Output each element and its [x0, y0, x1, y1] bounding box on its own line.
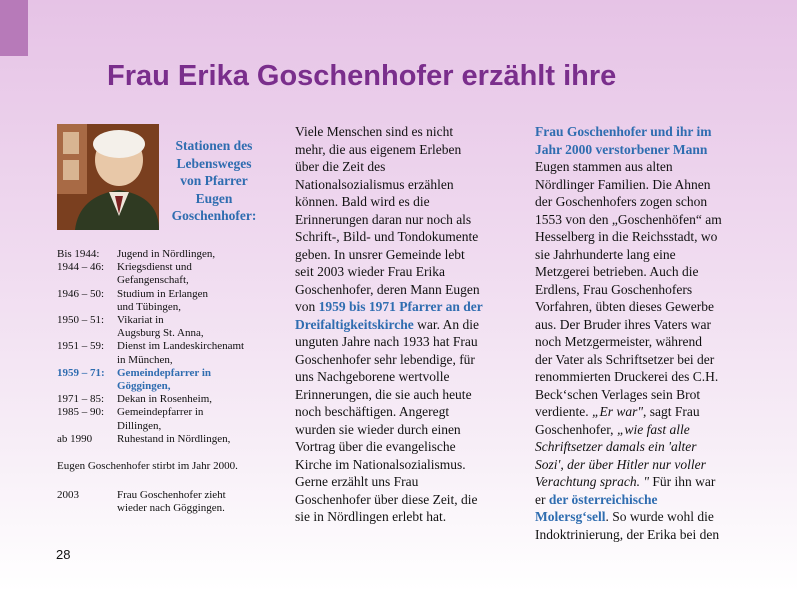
stations-line: Lebensweges [176, 155, 252, 171]
timeline-year: 1950 – 51: [57, 314, 105, 327]
timeline-row [57, 433, 277, 446]
text-line-mixed [535, 491, 722, 509]
text-line-mixed [535, 421, 722, 439]
text-line: unguten Jahre nach 1933 hat Frau [295, 334, 478, 349]
text-line: noch Metzgermeister, während [535, 334, 703, 349]
text-line: uns Nachgeborene wertvolle [295, 369, 450, 384]
timeline-text: Vikariat in [117, 314, 164, 327]
highlight-text: der österreichische [548, 491, 658, 507]
timeline-year [57, 354, 117, 367]
text-line: Beck‘schen Verlages sein Brot [535, 386, 701, 402]
timeline-year: 1959 – 71: [57, 366, 105, 379]
timeline-row-highlight [57, 367, 277, 380]
timeline-year [57, 420, 117, 433]
timeline-text: Göggingen, [117, 380, 171, 393]
highlight-text: Molersg‘sell [535, 509, 606, 524]
timeline-row [57, 261, 277, 274]
timeline-note-text: Eugen Goschenhofer stirbt im Jahr 2000. [57, 460, 238, 473]
timeline-year [57, 380, 117, 393]
text-line: Erinnerungen daran nur noch als [295, 211, 472, 227]
section-heading: Jahr 2000 verstorbener Mann [535, 141, 708, 157]
timeline-text: Gemeindepfarrer in [117, 406, 204, 419]
section-heading: Frau Goschenhofer und ihr im [535, 124, 712, 139]
timeline-text: wieder nach Göggingen. [117, 502, 225, 515]
page-title: Frau Erika Goschenhofer erzählt ihre [107, 60, 617, 92]
timeline-row-highlight [57, 380, 277, 393]
timeline-text: Gemeindepfarrer in [117, 366, 211, 379]
quote-text: „Er war" [591, 404, 644, 419]
text-line: wurden sie wieder durch einen [295, 421, 461, 437]
text-line: Vortrag über die evangelische [295, 439, 456, 454]
timeline-year: 1946 – 50: [57, 287, 105, 300]
text-line: Kirche im Nationalsozialismus. [295, 456, 466, 472]
timeline-text: Dekan in Rosenheim, [117, 393, 213, 406]
text-line: renommierten Druckerei des C.H. [535, 369, 719, 384]
text-line: noch beschäftigen. Angeregt [295, 404, 450, 419]
timeline-text: Jugend in Nördlingen, [117, 248, 216, 260]
timeline-row [57, 288, 277, 301]
text-line: Goschenhofer, deren Mann Eugen [295, 281, 480, 297]
timeline-row [57, 327, 277, 340]
article-column-right [535, 123, 722, 543]
text-line: Goschenhofer über diese Zeit, die [295, 491, 478, 507]
stations-heading [164, 137, 264, 225]
text-line: aus. Der Bruder ihres Vaters war [535, 316, 711, 332]
text-line: geben. In unsrer Gemeinde lebt [295, 246, 465, 262]
timeline [57, 248, 277, 516]
text-line: seit 2003 wieder Frau Erika [295, 264, 445, 279]
timeline-row [57, 340, 277, 353]
text-line: Indoktrinierung, der Erika bei den [535, 526, 720, 542]
timeline-row [57, 354, 277, 367]
text-line-mixed [535, 403, 722, 421]
timeline-year [57, 301, 117, 314]
text-line: mehr, die aus eigenem Erleben [295, 141, 462, 157]
text-line: Schrift-, Bild- und Tondokumente [295, 229, 479, 244]
timeline-note [57, 460, 277, 473]
timeline-year-empty [57, 502, 117, 515]
timeline-text: Dienst im Landeskirchenamt [117, 340, 245, 353]
text-fragment: , sagt Frau [643, 404, 700, 419]
timeline-year: Bis 1944: [57, 248, 100, 260]
timeline-year: 1971 – 85: [57, 393, 105, 406]
timeline-row [57, 274, 277, 287]
timeline-text: Frau Goschenhofer zieht [117, 489, 226, 502]
text-fragment: Goschenhofer, [535, 421, 617, 437]
quote-line: Sozi', der über Hitler nur voller [535, 456, 706, 472]
timeline-year: ab 1990 [57, 432, 93, 445]
article-column-middle [295, 123, 483, 526]
timeline-row [57, 314, 277, 327]
corner-accent [0, 0, 28, 56]
timeline-text: Ruhestand in Nördlingen, [117, 432, 231, 445]
stations-line: Eugen [195, 190, 233, 206]
text-line-mixed [535, 473, 722, 491]
timeline-text: und Tübingen, [117, 300, 181, 313]
text-line: der Vater als Schriftsetzer bei der [535, 351, 715, 367]
quote-text: „wie fast alle [616, 421, 690, 437]
timeline-row [57, 406, 277, 419]
timeline-year [57, 274, 117, 287]
text-line-mixed [295, 316, 483, 334]
timeline-text: Studium in Erlangen [117, 287, 209, 300]
page-number: 28 [56, 547, 71, 562]
timeline-text: Gefangenschaft, [117, 274, 189, 287]
text-line: Viele Menschen sind es nicht [295, 124, 454, 139]
timeline-row [57, 301, 277, 314]
timeline-text: Dillingen, [117, 419, 162, 432]
timeline-year: 1951 – 59: [57, 340, 105, 353]
timeline-text: Kriegsdienst und [117, 261, 192, 274]
text-line: Metzgerei betrieben. Auch die [535, 264, 699, 279]
quote-text: Verachtung sprach. " [535, 474, 650, 489]
text-line-mixed [295, 298, 483, 316]
text-line: der Goschenhofers zogen schon [535, 194, 708, 209]
timeline-row [57, 489, 277, 502]
text-line: Hesselberg in die Reichsstadt, wo [535, 229, 718, 244]
text-line: Nördlinger Familien. Die Ahnen [535, 176, 711, 192]
text-line-mixed [535, 508, 722, 526]
timeline-row [57, 502, 277, 515]
text-line: Goschenhofer sehr lebendige, für [295, 351, 475, 367]
text-line: Erdlens, Frau Goschenhofers [535, 281, 693, 297]
text-line: Erinnerungen, die sie auch heute [295, 386, 472, 402]
portrait-photo [57, 124, 159, 230]
text-line: können. Bald wird es die [295, 194, 430, 209]
stations-line: Stationen des [175, 138, 253, 153]
timeline-row [57, 420, 277, 433]
text-fragment: verdiente. [535, 404, 592, 419]
timeline-text: in München, [117, 353, 173, 366]
text-fragment: . So wurde wohl die [605, 509, 714, 524]
text-fragment: Für ihn war [649, 474, 716, 489]
stations-line: Goschenhofer: [171, 208, 257, 223]
timeline-text: Augsburg St. Anna, [117, 327, 204, 340]
text-fragment: war. An die [413, 316, 479, 332]
timeline-row [57, 248, 277, 261]
highlight-text: Dreifaltigkeitskirche [295, 316, 414, 332]
stations-line: von Pfarrer [180, 173, 248, 188]
text-line: über die Zeit des [295, 159, 386, 174]
text-line: sie Jahrhunderte lang eine [535, 246, 676, 262]
text-line: Gerne erzählt uns Frau [295, 474, 419, 489]
timeline-row [57, 393, 277, 406]
text-fragment: er [535, 491, 549, 507]
text-line: Nationalsozialismus erzählen [295, 176, 454, 192]
highlight-text: 1959 bis 1971 Pfarrer an der [318, 299, 483, 314]
text-line: Vorfahren, übten dieses Gewerbe [535, 299, 714, 314]
portrait-image [57, 124, 159, 230]
text-line: 1553 von den „Goschenhöfen“ am [535, 211, 722, 227]
timeline-year: 1985 – 90: [57, 406, 105, 419]
quote-line: Schriftsetzer damals ein 'alter [535, 439, 697, 454]
timeline-year: 1944 – 46: [57, 261, 105, 274]
text-line: sie in Nördlingen erlebt hat. [295, 509, 447, 524]
text-fragment: von [295, 299, 319, 314]
text-line: Eugen stammen aus alten [535, 159, 673, 174]
timeline-year: 2003 [57, 489, 79, 502]
timeline-year [57, 327, 117, 340]
